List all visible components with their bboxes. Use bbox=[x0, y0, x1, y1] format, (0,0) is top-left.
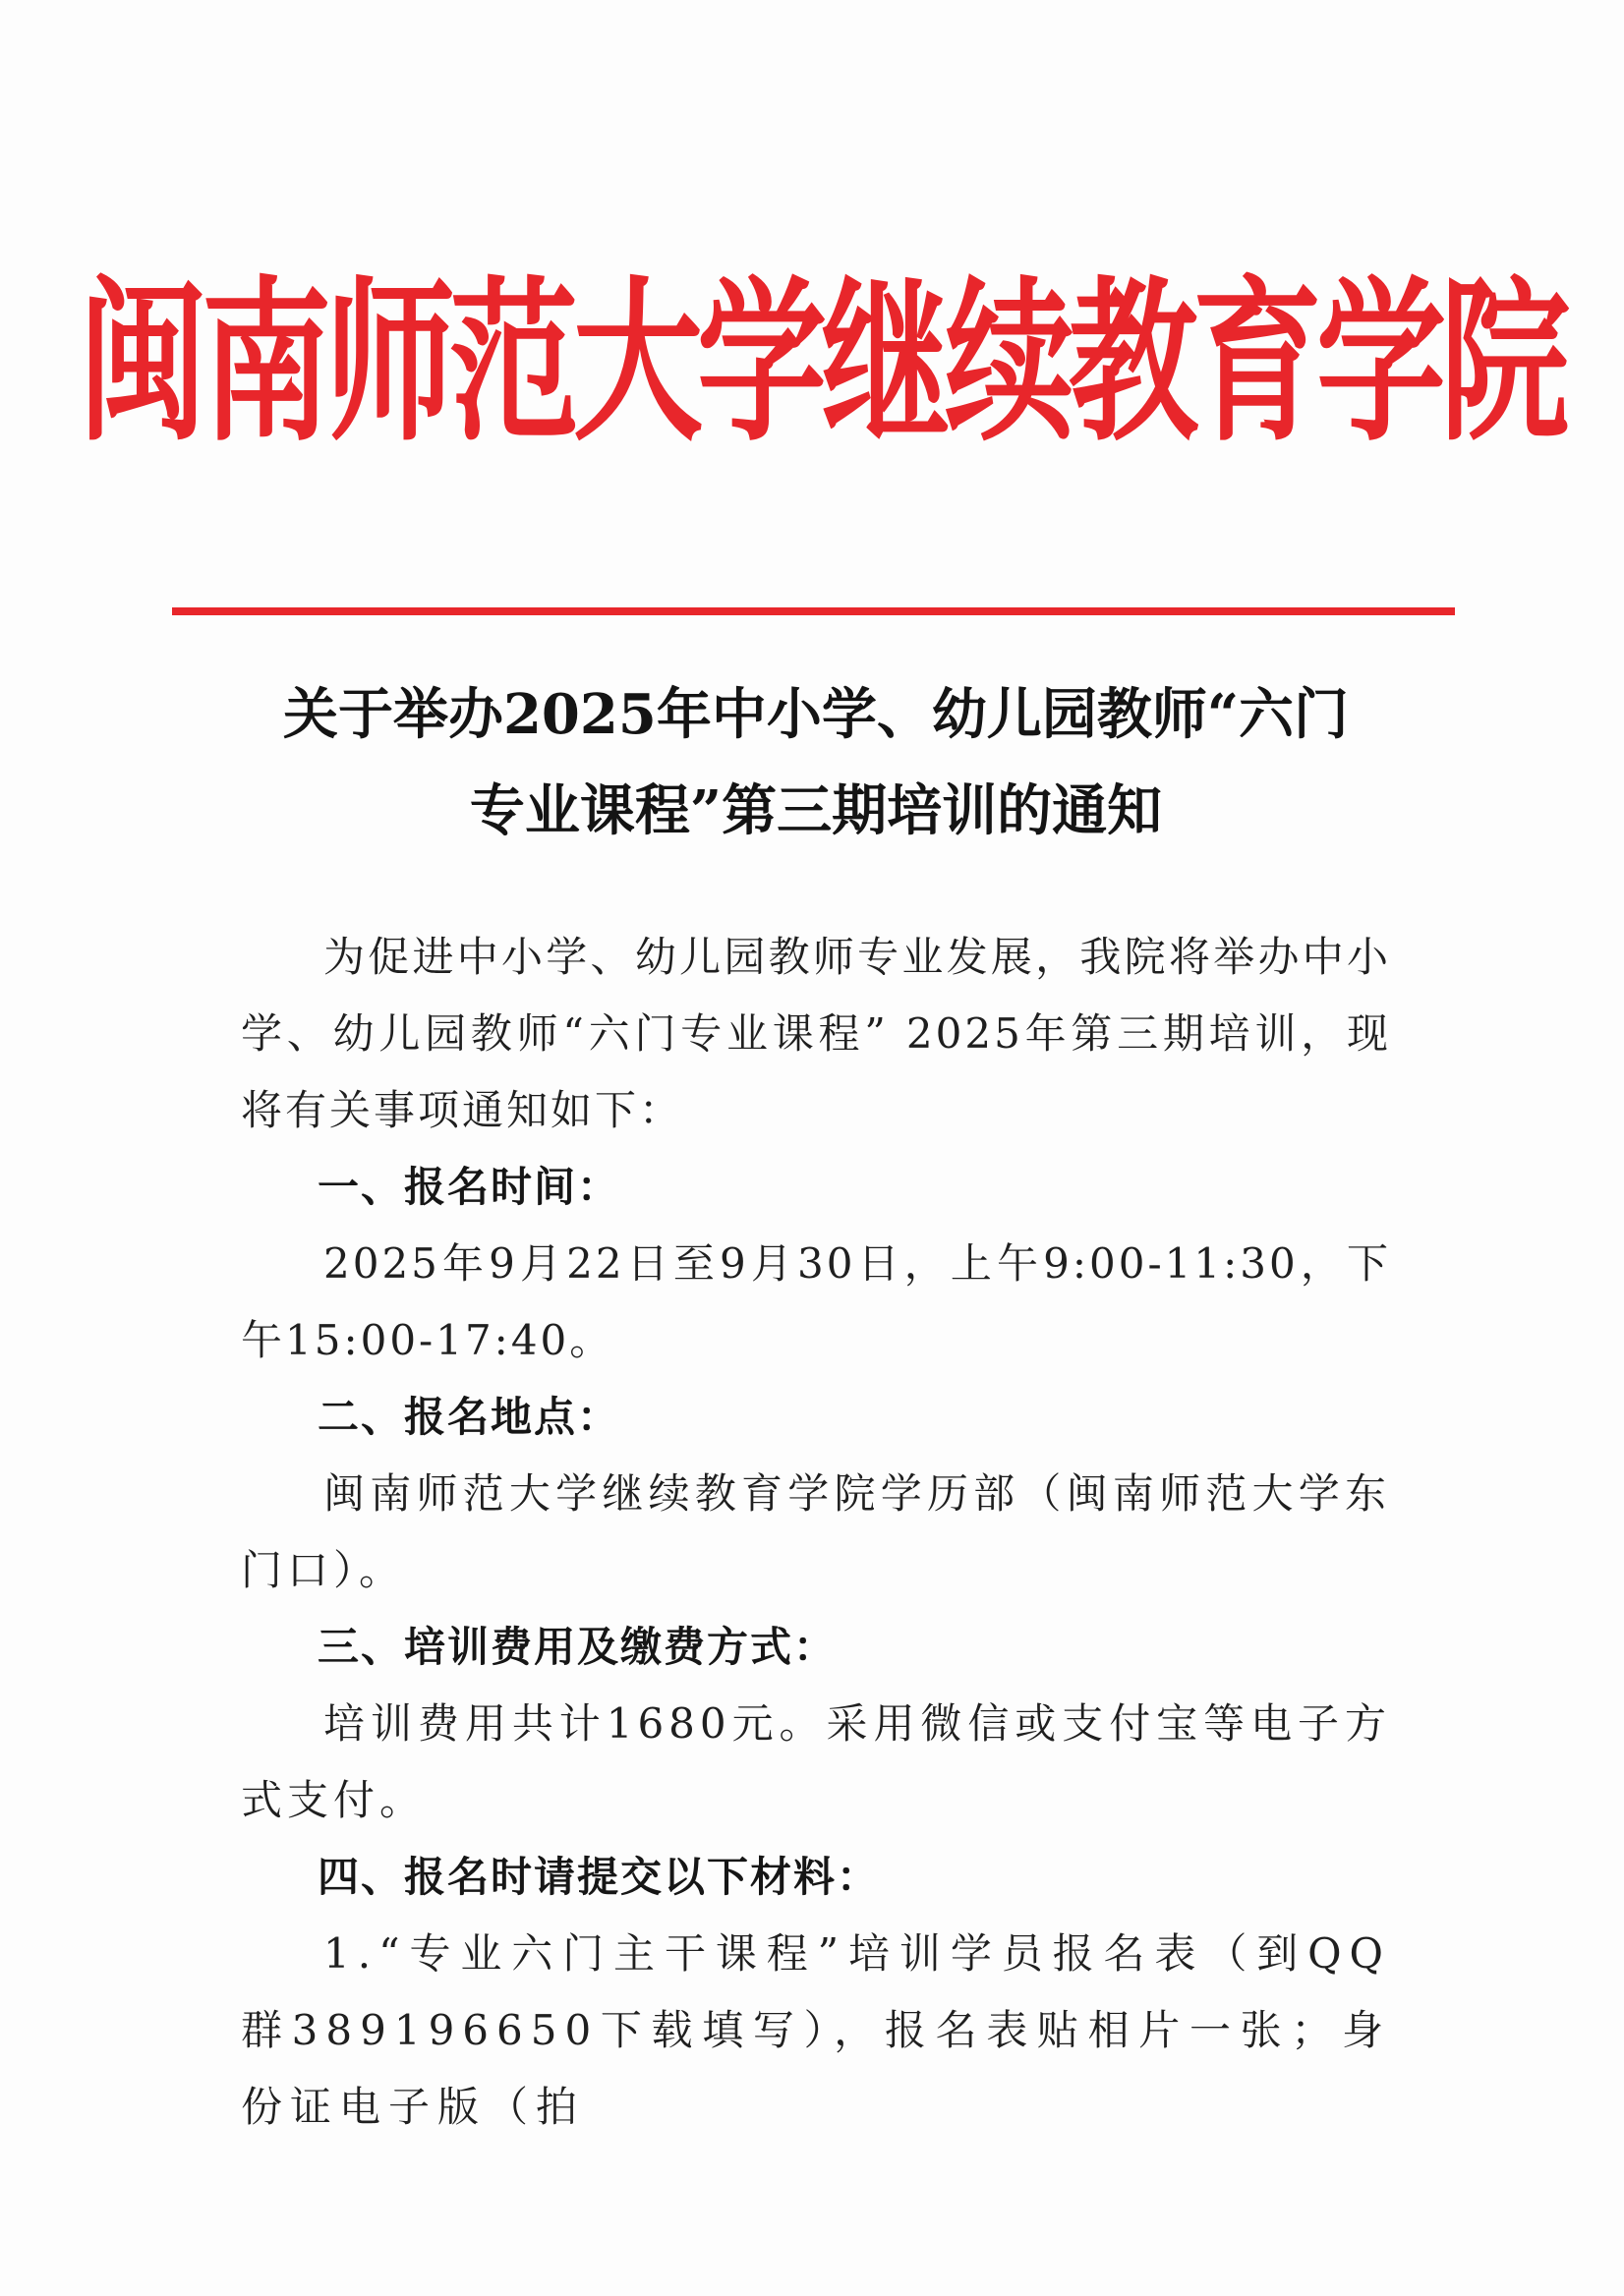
section-text-materials: 1.“专业六门主干课程”培训学员报名表（到QQ群389196650下载填写），报名表贴相片一张；身份证电子版（拍 bbox=[241, 1929, 1391, 2131]
section-heading-fees: 三、培训费用及缴费方式： bbox=[318, 1623, 838, 1671]
notice-body bbox=[241, 919, 1391, 2146]
notice-title-line-2: 专业课程”第三期培训的通知 bbox=[469, 778, 1163, 843]
section-text-registration-location: 闽南师范大学继续教育学院学历部（闽南师范大学东门口）。 bbox=[241, 1469, 1391, 1594]
intro-paragraph: 为促进中小学、幼儿园教师专业发展，我院将举办中小学、幼儿园教师“六门专业课程” 2025年第三期培训，现将有关事项通知如下： bbox=[241, 933, 1391, 1134]
notice-title bbox=[216, 666, 1416, 859]
section-heading-materials: 四、报名时请提交以下材料： bbox=[318, 1853, 881, 1901]
red-divider-line bbox=[172, 607, 1455, 615]
section-text-registration-time: 2025年9月22日至9月30日，上午9:00-11:30，下午15:00-17:40。 bbox=[241, 1239, 1391, 1364]
institution-masthead: 闽南师范大学继续教育学院 bbox=[78, 259, 1564, 466]
section-heading-registration-time: 一、报名时间： bbox=[318, 1163, 621, 1211]
notice-title-line-1: 关于举办2025年中小学、幼儿园教师“六门 bbox=[282, 682, 1350, 747]
section-heading-registration-location: 二、报名地点： bbox=[318, 1393, 621, 1441]
section-text-fees: 培训费用共计1680元。采用微信或支付宝等电子方式支付。 bbox=[241, 1699, 1391, 1824]
